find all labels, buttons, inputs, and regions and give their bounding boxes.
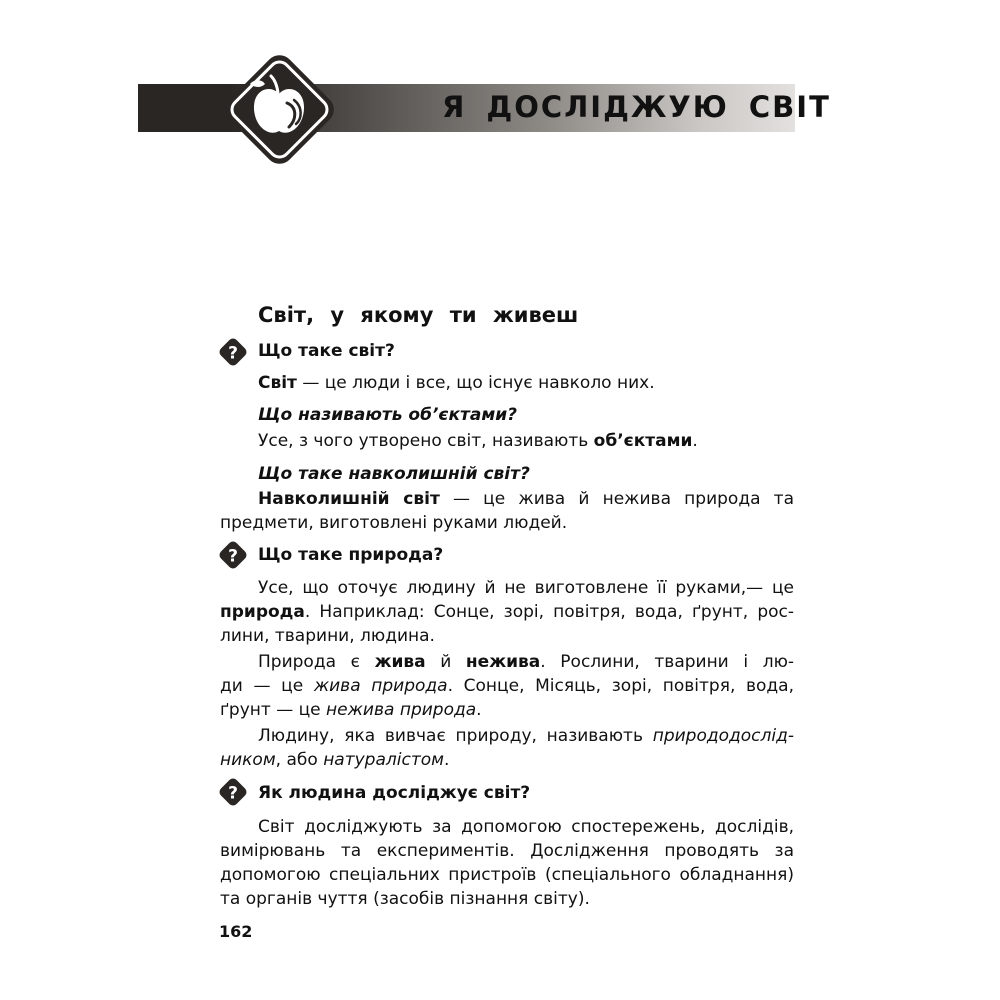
question-what-is-nature: Що таке природа? bbox=[258, 545, 444, 565]
study-line-2: вимірювань та експериментів. Дослідження проводять за bbox=[220, 841, 794, 861]
question-diamond-icon bbox=[216, 775, 250, 809]
nature-p1-line-3: лини, тварини, людина. bbox=[220, 626, 435, 646]
answer-surrounding-line-2: предмети, виготовлені руками людей. bbox=[220, 513, 568, 533]
subquestion-surrounding-world: Що таке навколишній світ? bbox=[258, 464, 530, 484]
subquestion-objects: Що називають об’єктами? bbox=[258, 405, 518, 425]
answer-surrounding-line-1: Навколишній світ — це жива й нежива природа та bbox=[258, 489, 794, 509]
apple-icon bbox=[217, 47, 342, 172]
nature-p2-line-3: ґрунт — це нежива природа. bbox=[220, 700, 482, 720]
nature-p1-line-2: природа. Наприклад: Сонце, зорі, повітря, вода, ґрунт, рос- bbox=[220, 602, 794, 622]
nature-p2-line-2: ди — це жива природа. Сонце, Місяць, зорі, повітря, вода, bbox=[220, 676, 794, 696]
svg-text:?: ? bbox=[228, 343, 238, 364]
study-line-3: допомогою спеціальних пристроїв (спеціального обладнання) bbox=[220, 865, 794, 885]
question-diamond-icon bbox=[216, 335, 250, 369]
nature-p3-line-2: ником, або натуралістом. bbox=[220, 750, 450, 770]
answer-objects: Усе, з чого утворено світ, називають об’єктами. bbox=[258, 431, 698, 451]
study-line-1: Світ досліджують за допомогою спостережень, дослідів, bbox=[258, 817, 794, 837]
svg-text:?: ? bbox=[228, 546, 238, 567]
page-number: 162 bbox=[219, 922, 253, 941]
section-title: Світ, у якому ти живеш bbox=[258, 303, 579, 327]
question-what-is-world: Що таке світ? bbox=[258, 341, 395, 361]
nature-p3-line-1: Людину, яка вивчає природу, називають природодослід- bbox=[258, 726, 794, 746]
nature-p2-line-1: Природа є жива й нежива. Рослини, тварини і лю- bbox=[258, 652, 795, 672]
question-diamond-icon bbox=[216, 538, 250, 572]
svg-text:?: ? bbox=[228, 783, 238, 804]
study-line-4: та органів чуття (засобів пізнання світу). bbox=[220, 889, 590, 909]
question-how-study-world: Як людина досліджує світ? bbox=[258, 783, 531, 803]
nature-p1-line-1: Усе, що оточує людину й не виготовлене її руками,— це bbox=[258, 578, 794, 598]
page-header-title: Я ДОСЛІДЖУЮ СВІТ bbox=[442, 90, 831, 124]
answer-world: Світ — це люди і все, що існує навколо них. bbox=[258, 373, 655, 393]
